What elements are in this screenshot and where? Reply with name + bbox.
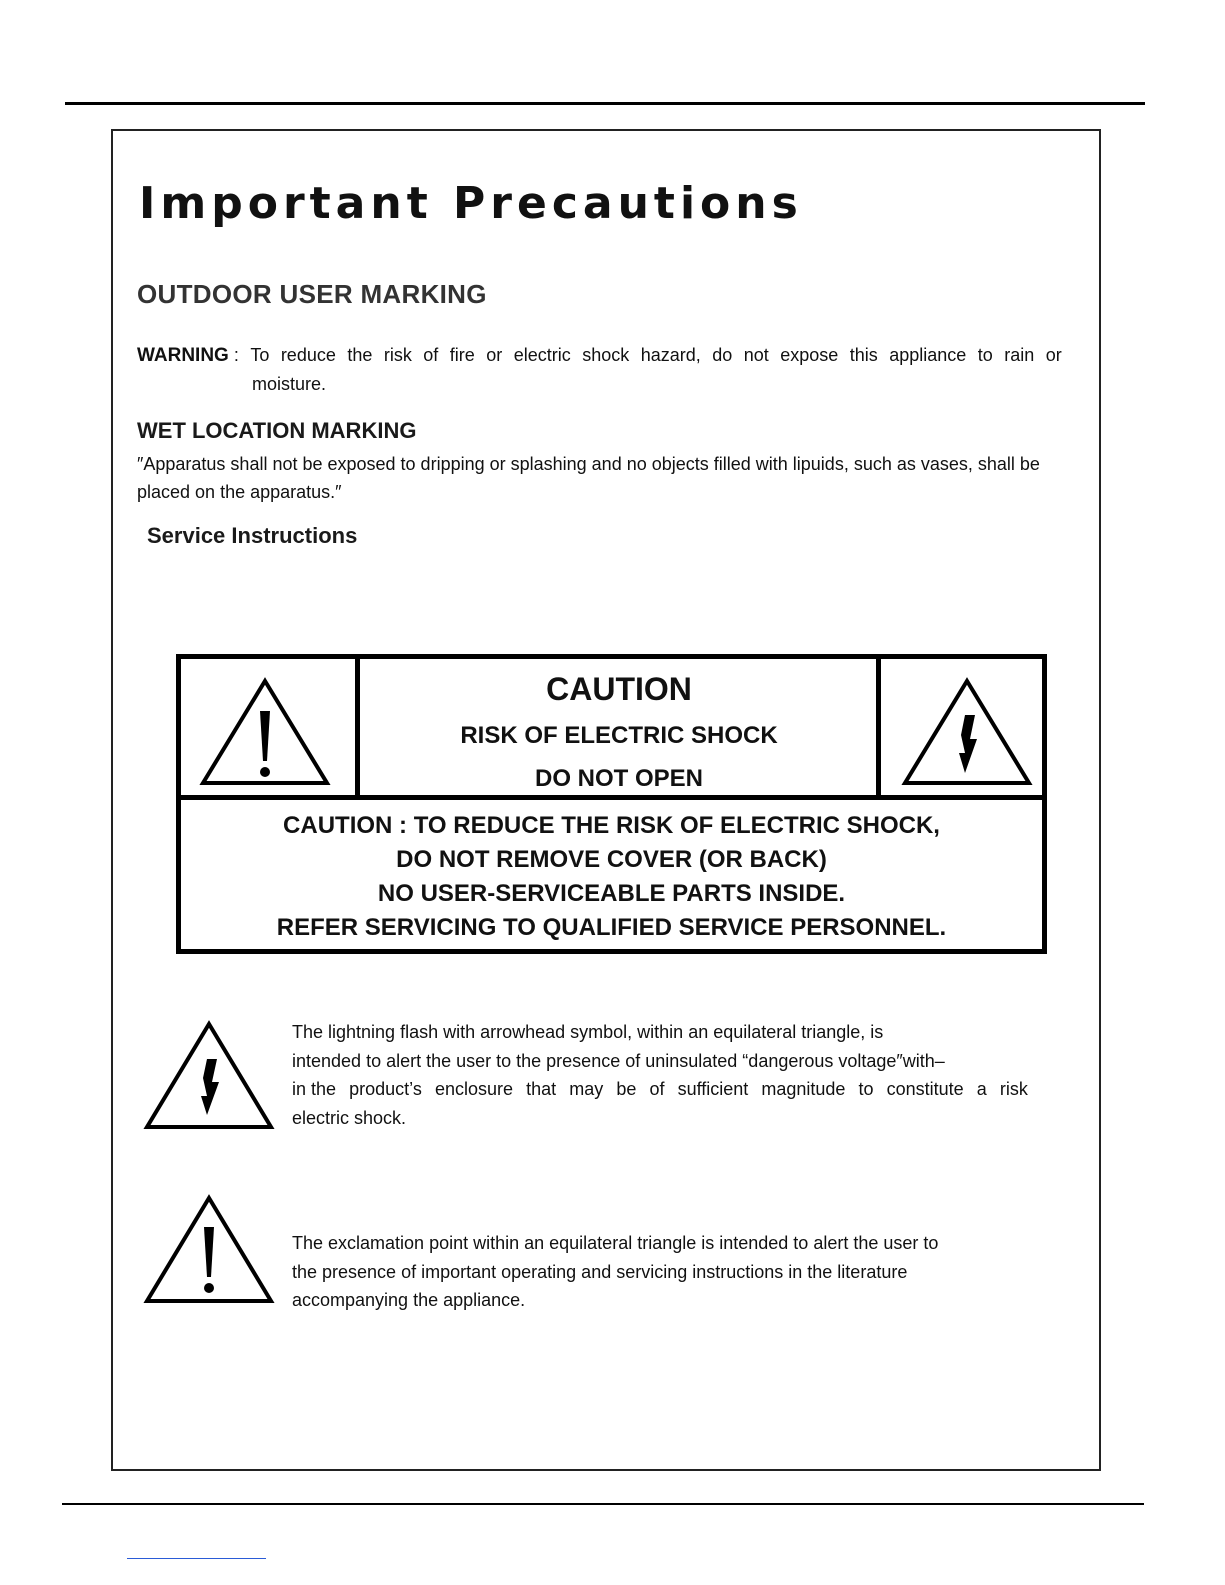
warning-separator: : [233,345,239,365]
warning-word: To [250,345,270,365]
bottom-rule [62,1503,1144,1505]
lightning-note-word: risk [999,1079,1028,1099]
warning-word: the [347,345,373,365]
exclamation-triangle-icon [143,1193,275,1305]
caution-do-not-open: DO NOT OPEN [534,765,703,792]
warning-word: do [712,345,733,365]
warning-line-1 [137,341,1062,370]
warning-word: this [849,345,878,365]
lightning-note-word: of [649,1079,665,1099]
caution-instruction-line: DO NOT REMOVE COVER (OR BACK) [396,846,827,873]
wet-location-text: ″Apparatus shall not be exposed to dripping or splashing and no objects filled with lipuids, such as vases, shall be placed on the apparatus.″ [137,454,1040,502]
lightning-note-word: in the [292,1079,337,1099]
lightning-note-word: sufficient [677,1079,749,1099]
warning-word: or [1045,345,1062,365]
caution-instructions [181,809,1042,945]
service-instructions-heading: Service Instructions [147,523,358,548]
warning-word: shock [582,345,630,365]
warning-word: or [486,345,503,365]
warning-word: appliance [889,345,967,365]
warning-word: not [743,345,769,365]
caution-risk-line: RISK OF ELECTRIC SHOCK [460,722,778,749]
lightning-note-word: may [569,1079,604,1099]
warning-line-2: moisture. [252,374,327,394]
caution-instruction-line: REFER SERVICING TO QUALIFIED SERVICE PERSONNEL. [276,914,947,941]
caution-header [361,659,877,795]
page-title: Important Precautions [139,178,803,229]
wet-location-heading: WET LOCATION MARKING [137,418,417,443]
lightning-note [292,1018,1028,1132]
lightning-note-word: product’s [349,1079,422,1099]
warning-label-group [137,341,239,370]
lightning-note-word: that [526,1079,557,1099]
warning-word: electric [513,345,571,365]
warning-paragraph [137,341,1062,399]
caution-divider-horizontal [181,795,1042,800]
warning-word: fire [449,345,475,365]
exclamation-note [292,1229,1028,1315]
caution-divider-left [355,659,360,798]
lightning-triangle-icon [143,1019,275,1131]
warning-word: expose [780,345,839,365]
outdoor-heading: OUTDOOR USER MARKING [137,279,487,309]
lightning-triangle-icon [899,675,1035,787]
lightning-note-line: The lightning flash with arrowhead symbol, within an equilateral triangle, is [292,1022,884,1042]
exclamation-note-line: the presence of important operating and servicing instructions in the literature [292,1261,908,1282]
warning-label: WARNING [137,345,229,366]
caution-title: CAUTION [546,671,692,707]
top-rule [65,102,1145,105]
warning-word: to [977,345,993,365]
exclamation-note-line: accompanying the appliance. [292,1290,526,1310]
warning-word: rain [1004,345,1035,365]
exclamation-note-line: The exclamation point within an equilateral triangle is intended to alert the user to [292,1233,939,1253]
exclamation-triangle-icon [197,675,333,787]
lightning-note-line: intended to alert the user to the presence of uninsulated “dangerous voltage″with– [292,1050,945,1071]
lightning-note-word: magnitude [761,1079,846,1099]
caution-label [176,654,1047,954]
lightning-note-word: a [976,1079,987,1099]
warning-word: reduce [280,345,336,365]
caution-instruction-line: CAUTION : TO REDUCE THE RISK OF ELECTRIC SHOCK, [283,812,940,839]
lightning-note-word: enclosure [434,1079,513,1099]
footer-link-underline [127,1558,266,1559]
lightning-note-word: to [858,1079,874,1099]
warning-word: hazard, [640,345,701,365]
warning-word: risk [383,345,412,365]
warning-word: of [423,345,439,365]
caution-instruction-line: NO USER-SERVICEABLE PARTS INSIDE. [377,880,846,907]
lightning-note-line [292,1075,1028,1104]
lightning-note-line: electric shock. [292,1107,407,1128]
lightning-note-word: be [616,1079,637,1099]
lightning-note-word: constitute [886,1079,964,1099]
